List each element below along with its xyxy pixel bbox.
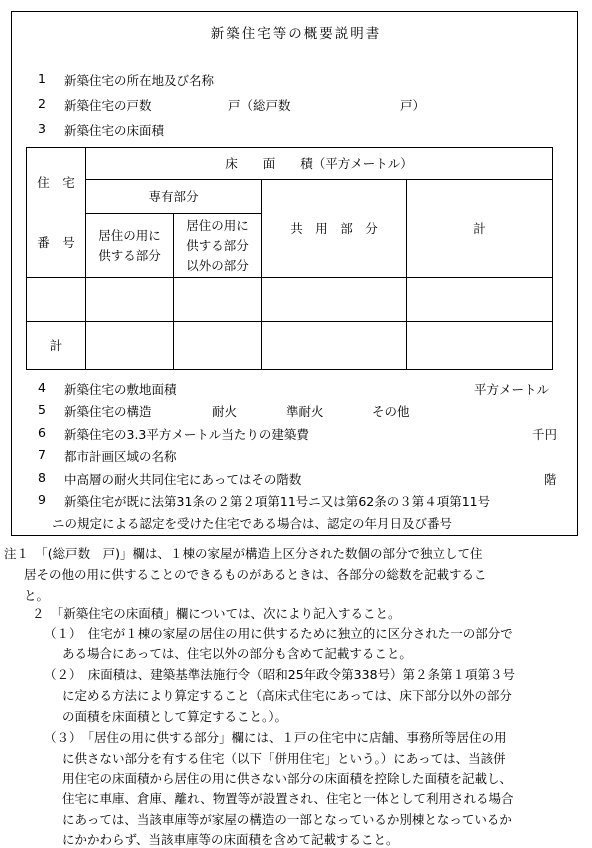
nonres-line-3: 以外の部分 [186, 257, 249, 273]
floor-area-table [26, 147, 553, 370]
item-9-text-continued: ニの規定による認定を受けた住宅である場合は、認定の年月日及び番号 [52, 516, 453, 531]
note-line: ある場合にあっては、住宅以外の部分も含めて記載すること。 [62, 646, 412, 661]
item-6-number: 6 [38, 425, 46, 440]
residential-header [86, 214, 174, 278]
note-line: に定める方法により算定すること（高床式住宅にあっては、床下部分以外の部分 [62, 688, 512, 703]
item-4-text: 新築住宅の敷地面積 [64, 382, 177, 397]
data-cell[interactable] [262, 278, 407, 322]
item-4-number: 4 [38, 380, 46, 395]
total-cell[interactable] [86, 322, 174, 370]
data-cell[interactable] [86, 278, 174, 322]
structure-option-other: その他 [372, 404, 410, 419]
structure-option-fireproof: 耐火 [212, 404, 238, 419]
item-5-text: 新築住宅の構造 [64, 404, 152, 419]
exclusive-header: 専有部分 [86, 180, 262, 214]
page-title: 新築住宅等の概要説明書 [210, 26, 382, 42]
floor-area-header: 床 面 積（平方メートル） [86, 148, 553, 180]
note-line: （１） 住宅が１棟の家屋の居住の用に供するために独立的に区分された一の部分で [44, 626, 513, 641]
house-label-1: 住 宅 [37, 174, 75, 190]
house-label-2: 番 号 [37, 234, 75, 250]
structure-option-semi-fireproof: 準耐火 [286, 404, 324, 419]
item-2-unit-open: 戸（総戸数 [228, 98, 291, 113]
total-header: 計 [407, 180, 553, 278]
item-2-unit-close: 戸） [400, 98, 426, 113]
residential-line-2: 供する部分 [98, 247, 161, 263]
note-line: の面積を床面積として算定すること。）。 [62, 709, 288, 724]
data-cell[interactable] [174, 278, 262, 322]
item-7-text: 都市計画区域の名称 [64, 449, 177, 464]
item-1-number: 1 [38, 71, 46, 86]
item-8-number: 8 [38, 470, 46, 485]
note-line: ２ 「新築住宅の床面積」欄については、次により記入すること。 [32, 606, 401, 621]
item-6-text: 新築住宅の3.3平方メートル当たりの建築費 [64, 427, 309, 442]
total-row-label: 計 [27, 322, 86, 370]
house-number-header [27, 148, 86, 278]
total-cell[interactable] [407, 322, 553, 370]
item-6-unit: 千円 [532, 427, 558, 442]
item-9-number: 9 [38, 492, 46, 507]
data-cell[interactable] [407, 278, 553, 322]
total-cell[interactable] [262, 322, 407, 370]
common-header: 共 用 部 分 [262, 180, 407, 278]
note-line: にあっては、当該車庫等が家屋の構造の一部となっているか別棟となっているか [62, 812, 512, 827]
note-line: 住宅に車庫、倉庫、離れ、物置等が設置され、住宅と一体として利用される場合 [62, 791, 514, 806]
item-9-text: 新築住宅が既に法第31条の２第２項第11号ニ又は第62条の３第４項第11号 [64, 494, 491, 509]
note-line: 注１ 「(総戸数 戸)」欄は、１棟の家屋が構造上区分された数個の部分で独立して住 [4, 546, 483, 561]
total-cell[interactable] [174, 322, 262, 370]
note-line: にかかわらず、当該車庫等の床面積を含めて記載すること。 [62, 832, 399, 847]
data-cell[interactable] [27, 278, 86, 322]
item-1-text: 新築住宅の所在地及び名称 [64, 73, 215, 88]
note-line: 居その他の用に供することのできるものがあるときは、各部分の総数を記載するこ [24, 567, 487, 582]
nonres-line-1: 居住の用に [186, 217, 249, 233]
item-8-unit: 階 [544, 472, 557, 487]
item-8-text: 中高層の耐火共同住宅にあってはその階数 [64, 472, 302, 487]
note-line: 用住宅の床面積から居住の用に供さない部分の床面積を控除した面積を記載し、 [62, 771, 513, 786]
note-line: （３） 「居住の用に供する部分」欄には、１戸の住宅中に店舗、事務所等居住の用 [44, 730, 507, 745]
residential-line-1: 居住の用に [98, 227, 161, 243]
item-2-number: 2 [38, 96, 46, 111]
item-3-text: 新築住宅の床面積 [64, 123, 165, 138]
nonres-line-2: 供する部分 [186, 237, 249, 253]
note-line: に供さない部分を有する住宅（以下「併用住宅」という。）にあっては、当該併 [62, 751, 506, 766]
item-3-number: 3 [38, 121, 46, 136]
item-7-number: 7 [38, 447, 46, 462]
note-line: （２） 床面積は、建築基準法施行令（昭和25年政令第338号）第２条第１項第３号 [44, 667, 516, 682]
item-5-number: 5 [38, 402, 46, 417]
note-line: と。 [24, 588, 50, 603]
item-2-text: 新築住宅の戸数 [64, 98, 152, 113]
item-4-unit: 平方メートル [474, 382, 550, 397]
nonresidential-header [174, 214, 262, 278]
